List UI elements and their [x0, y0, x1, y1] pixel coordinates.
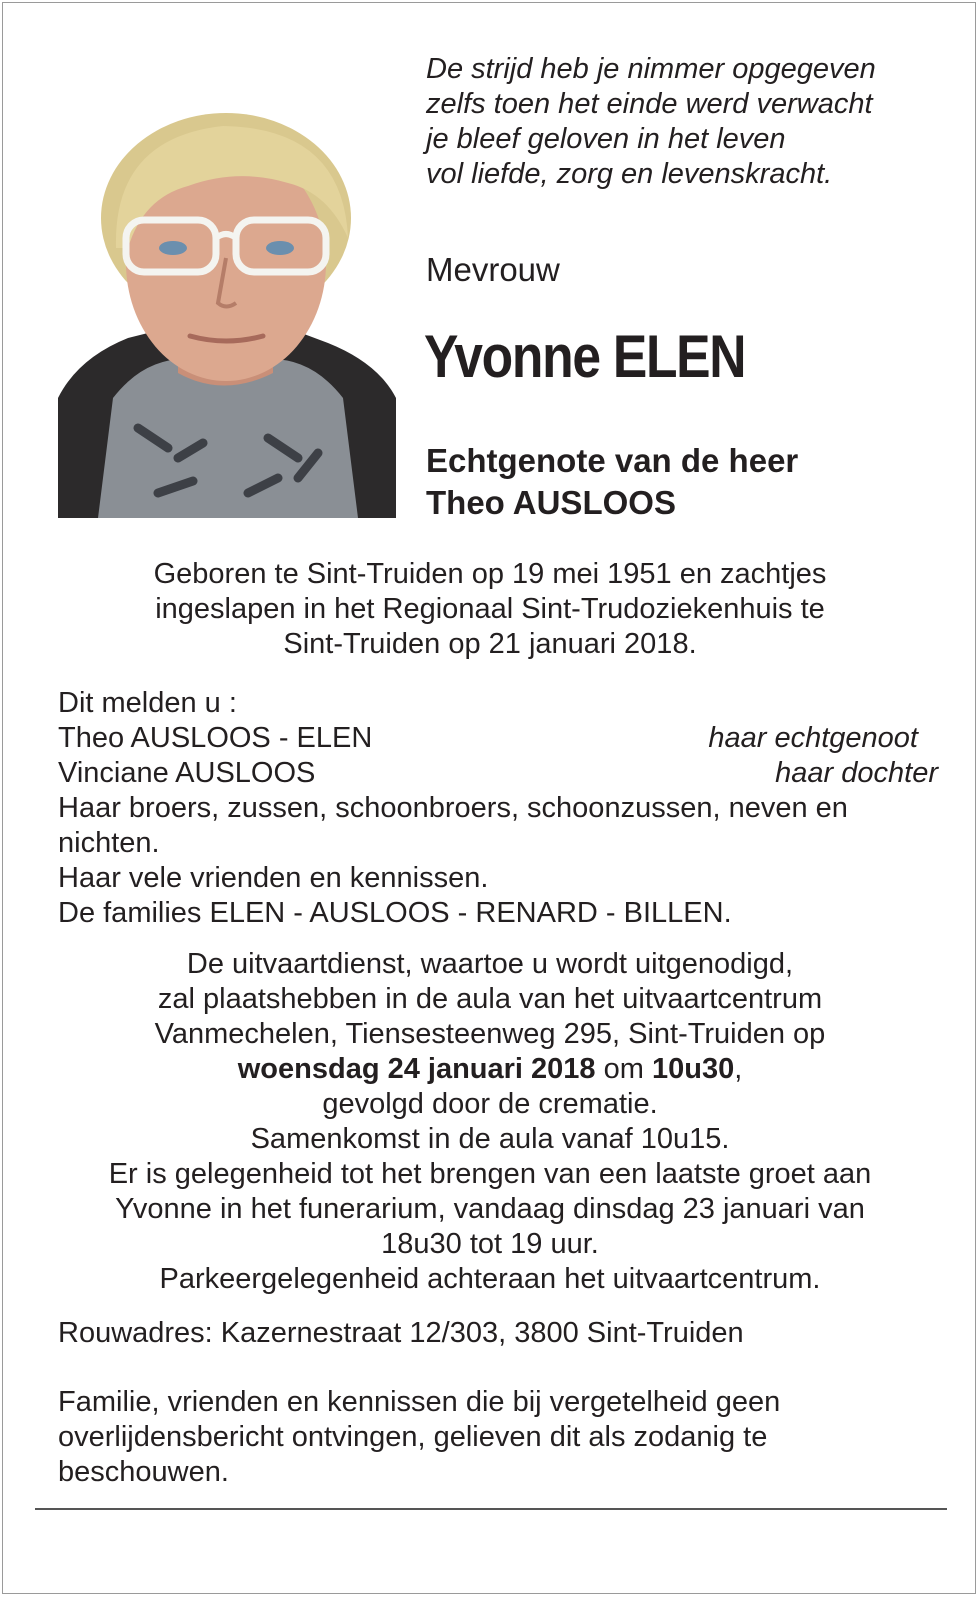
born-line: Sint-Truiden op 21 januari 2018. — [283, 628, 697, 660]
poem-line: zelfs toen het einde werd verwacht — [426, 88, 873, 120]
service-om: om — [595, 1053, 652, 1085]
service-line: 18u30 tot 19 uur. — [381, 1228, 599, 1260]
service-line: De uitvaartdienst, waartoe u wordt uitgenodigd, — [186, 948, 794, 980]
notify-line: Haar vele vrienden en kennissen. — [58, 862, 489, 894]
family-note-line: overlijdensbericht ontvingen, gelieven dit als zodanig te — [58, 1421, 768, 1453]
spouse-line: Echtgenote van de heer — [426, 442, 799, 479]
service-line: Samenkomst in de aula vanaf 10u15. — [250, 1123, 730, 1155]
notify-line: Haar broers, zussen, schoonbroers, schoonzussen, neven en — [58, 792, 848, 824]
service-date: woensdag 24 januari 2018 — [237, 1053, 596, 1085]
spouse-block — [426, 440, 798, 524]
service-line: zal plaatshebben in de aula van het uitvaartcentrum — [157, 983, 823, 1015]
poem-line: je bleef geloven in het leven — [426, 123, 786, 155]
born-line: Geboren te Sint-Truiden op 19 mei 1951 en zachtjes — [153, 558, 827, 590]
service-line: Yvonne in het funerarium, vandaag dinsdag 23 januari van — [115, 1193, 865, 1225]
relative-name: Vinciane AUSLOOS — [58, 757, 316, 789]
service-line: gevolgd door de crematie. — [322, 1088, 658, 1120]
relative-row — [58, 721, 918, 756]
birth-death-info — [40, 557, 940, 662]
relative-relation: haar dochter — [775, 757, 938, 789]
notification-list — [58, 686, 938, 931]
service-time: 10u30 — [651, 1053, 735, 1085]
service-date-line — [40, 1052, 940, 1087]
portrait-icon — [58, 98, 396, 518]
notify-intro: Dit melden u : — [58, 687, 237, 719]
notify-line: De families ELEN - AUSLOOS - RENARD - BILLEN. — [58, 897, 732, 929]
relative-relation: haar echtgenoot — [708, 722, 918, 754]
deceased-name: Yvonne ELEN — [424, 323, 746, 390]
notify-line: nichten. — [58, 827, 160, 859]
family-note-line: Familie, vrienden en kennissen die bij vergetelheid geen — [58, 1386, 781, 1418]
relative-name: Theo AUSLOOS - ELEN — [58, 722, 373, 754]
service-line: Vanmechelen, Tiensesteenweg 295, Sint-Truiden op — [154, 1018, 826, 1050]
family-note — [58, 1385, 918, 1490]
service-comma: , — [734, 1053, 743, 1085]
salutation: Mevrouw — [426, 251, 560, 288]
service-line: Er is gelegenheid tot het brengen van een laatste groet aan — [108, 1158, 872, 1190]
mourning-address: Rouwadres: Kazernestraat 12/303, 3800 Sint-Truiden — [58, 1317, 744, 1349]
relative-row — [58, 756, 938, 791]
poem — [426, 52, 956, 192]
born-line: ingeslapen in het Regionaal Sint-Trudoziekenhuis te — [155, 593, 825, 625]
bottom-divider — [35, 1508, 947, 1510]
portrait-photo — [58, 98, 396, 518]
poem-line: vol liefde, zorg en levenskracht. — [426, 158, 833, 190]
spouse-line: Theo AUSLOOS — [426, 484, 676, 521]
poem-line: De strijd heb je nimmer opgegeven — [426, 53, 876, 85]
service-line: Parkeergelegenheid achteraan het uitvaartcentrum. — [159, 1263, 821, 1295]
funeral-service-info — [40, 947, 940, 1297]
family-note-line: beschouwen. — [58, 1456, 229, 1488]
